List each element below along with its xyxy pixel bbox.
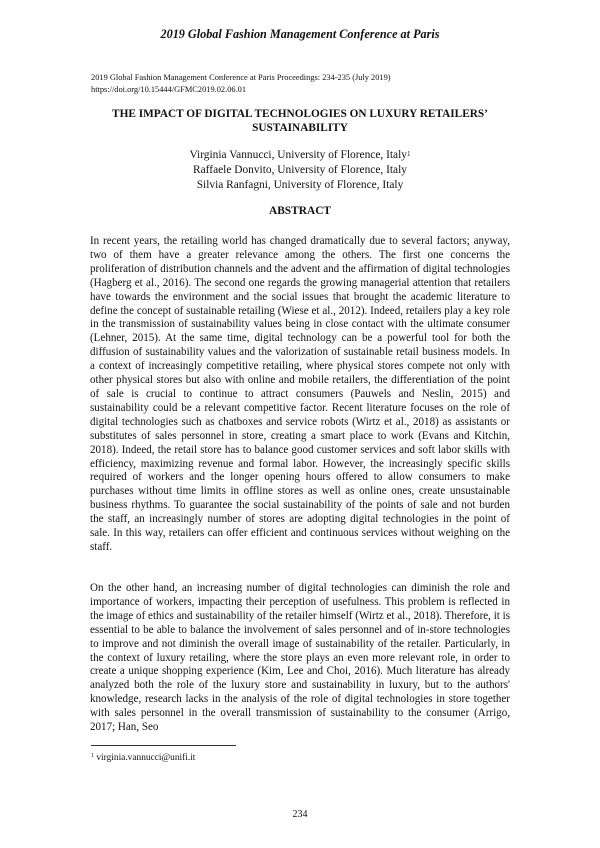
proceedings-citation: 2019 Global Fashion Management Conference at Paris Proceedings: 234-235 (July 2019) [91,73,391,82]
author-3: Silvia Ranfagni, University of Florence, Italy [196,178,404,191]
abstract-heading: ABSTRACT [268,205,332,217]
footnote-email[interactable]: virginia.vannucci@unifi.it [96,753,196,763]
abstract-paragraph-1: In recent years, the retailing world has changed dramatically due to several factors; anyway, two of them have a greater relevance among the others. The first one concerns the proliferation of distribution channels and the advent and the affirmation of digital technologies (Hagberg et al., 2016). The second one regards the growing managerial attention that retailers have towards the environment and the social issues that brought the academic literature to define the concept of sustainable retailing (Wiese et al., 2012). Indeed, retailers play a key role in the transmission of sustainability values being in close contact with the ultimate consumer (Lehner, 2015). At the same time, digital technology can be a powerful tool for both the diffusion of sustainability values and the valorization of sustainable retail business models. In a context of increasingly competitive retailing, where physical stores compete not only with other physical stores but also with online and mobile retailers, the differentiation of the point of sale is crucial to continue to attract consumers (Pauwels and Neslin, 2015) and sustainability could be a relevant competitive factor. Recent literature focuses on the role of digital technologies such as chatboxes and service robots (Wirtz et al., 2018) as assistants or substitutes of sales personnel in store, creating a smart place to work (Evans and Kitchin, 2018). Indeed, the retail store has to balance good customer services and soft labor skills with efficiency, maximizing revenue and formal labor. However, the increasingly specific skills required of workers and the longer opening hours offered to allow consumers to make purchases without time limits in offline stores as well as online ones, create unsustainable business rhythms. To guarantee the social sustainability of the points of sale and not burden the staff, an increasingly number of stores are adopting digital technologies in the point of sale. In this way, retailers can offer efficient and continuous services without weighing on the staff. [90,235,510,553]
author-1 [0,148,600,163]
abstract-paragraph-2: On the other hand, an increasing number of digital technologies can diminish the role and importance of workers, impacting their perception of usefulness. This problem is reflected in the image of ethics and sustainability of the retailer himself (Wirtz et al., 2018). Therefore, it is essential to be able to balance the involvement of sales personnel and of in-store technologies to improve and not diminish the overall image of sustainability of the retailer. Particularly, in the context of luxury retailing, where the store plays an even more relevant role, in order to create a unique shopping experience (Kim, Lee and Choi, 2016). Much literature has already analyzed both the role of the luxury store and sustainability in luxury, but to the authors' knowledge, research lacks in the analysis of the role of digital technologies in store together with sales personnel in the overall transmission of sustainability to the consumer (Arrigo, 2017; Han, Seo [90,582,510,734]
page-number: 234 [292,809,308,820]
paper-title [70,107,530,135]
doi-link[interactable]: https://doi.org/10.15444/GFMC2019.02.06.01 [91,84,247,94]
footnote-divider [91,745,236,746]
author-1-footnote-mark: 1 [406,150,411,158]
title-line-2: SUSTAINABILITY [252,122,348,135]
footnote [91,753,195,763]
author-list [0,148,600,192]
footnote-mark: 1 [91,753,94,759]
proceedings-info [91,72,391,95]
author-2: Raffaele Donvito, University of Florence, Italy [193,163,407,176]
conference-header: 2019 Global Fashion Management Conference at Paris [160,27,440,41]
author-1-text: Virginia Vannucci, University of Florence, Italy [189,149,407,161]
title-line-1: THE IMPACT OF DIGITAL TECHNOLOGIES ON LUXURY RETAILERS’ [112,108,488,120]
